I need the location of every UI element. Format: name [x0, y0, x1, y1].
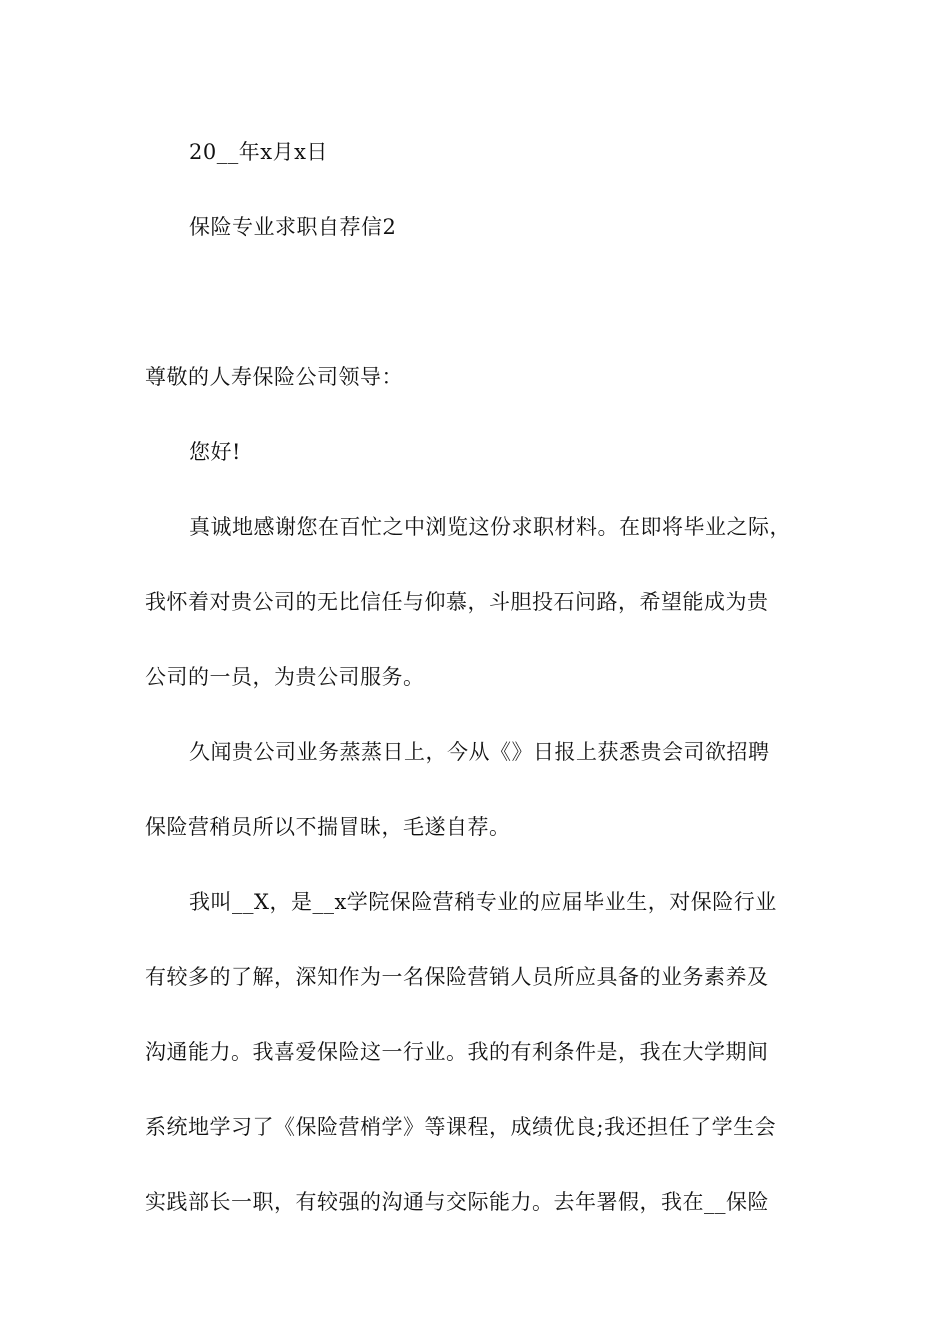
- date-line: 20__年x月x日: [189, 140, 328, 164]
- letter-heading: 保险专业求职自荐信2: [189, 215, 397, 239]
- body-line: 公司的一员，为贵公司服务。: [145, 665, 425, 689]
- body-line: 沟通能力。我喜爱保险这一行业。我的有利条件是，我在大学期间: [145, 1040, 769, 1064]
- body-line: 真诚地感谢您在百忙之中浏览这份求职材料。在即将毕业之际，: [189, 515, 791, 539]
- greeting: 您好!: [189, 440, 241, 464]
- body-line: 我叫__X，是__x学院保险营稍专业的应届毕业生，对保险行业: [189, 890, 777, 914]
- body-line: 我怀着对贵公司的无比信任与仰慕，斗胆投石问路，希望能成为贵: [145, 590, 769, 614]
- salutation: 尊敬的人寿保险公司领导：: [145, 365, 403, 389]
- body-line: 实践部长一职，有较强的沟通与交际能力。去年署假，我在__保险: [145, 1190, 769, 1214]
- body-line: 久闻贵公司业务蒸蒸日上，今从《》日报上获悉贵会司欲招聘: [189, 740, 770, 764]
- body-line: 系统地学习了《保险营梢学》等课程，成绩优良;我还担任了学生会: [145, 1115, 777, 1139]
- body-line: 保险营稍员所以不揣冒昧，毛遂自荐。: [145, 815, 511, 839]
- body-line: 有较多的了解，深知作为一名保险营销人员所应具备的业务素养及: [145, 965, 769, 989]
